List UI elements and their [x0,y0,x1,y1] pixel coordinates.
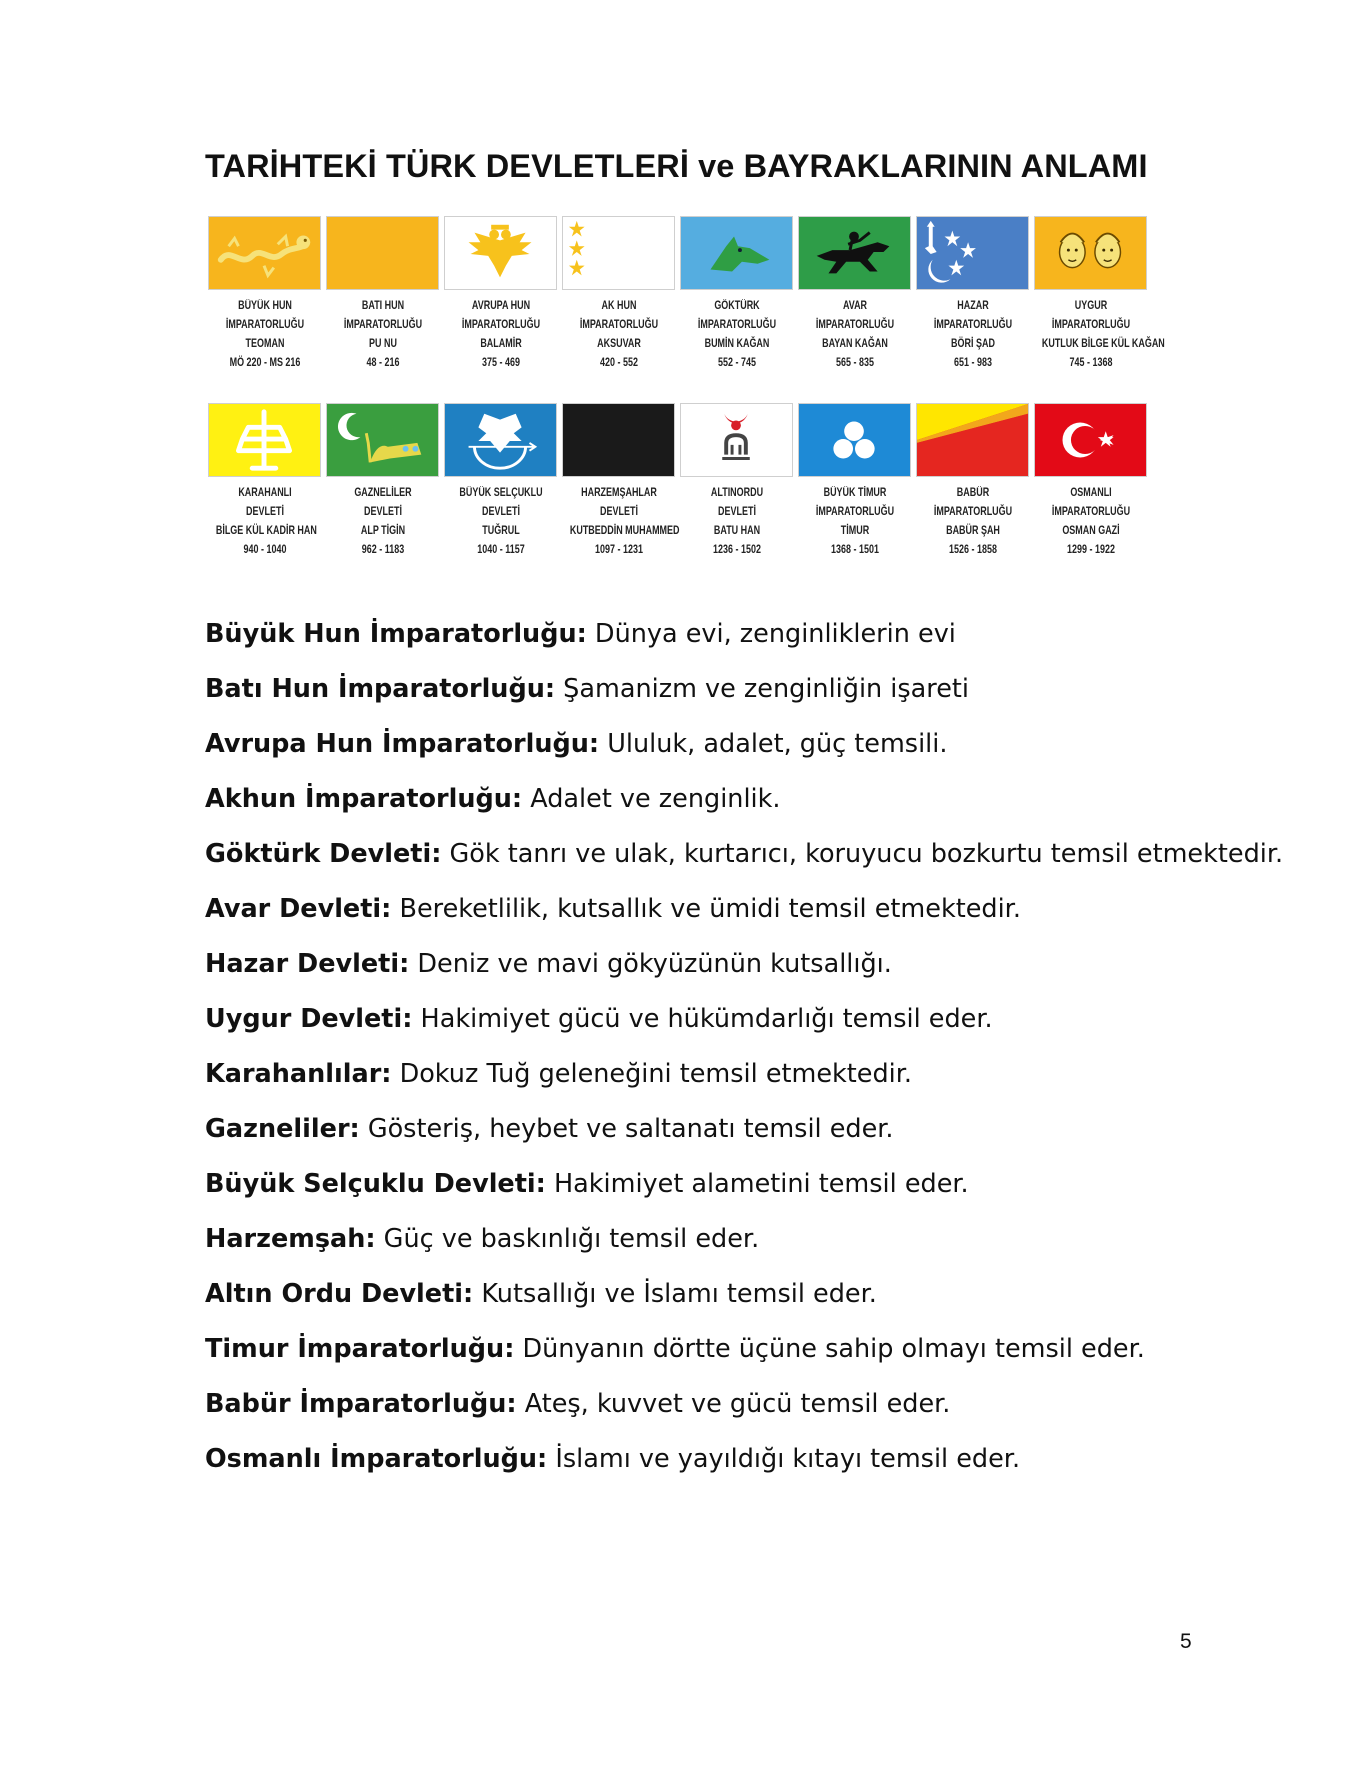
flag-caption [924,297,1022,373]
date-range: 1368 - 1501 [831,544,879,556]
state-term: Babür İmparatorluğu: [205,1389,517,1419]
yellow-triangle-icon [916,403,1029,477]
founder-name: KUTBEDDİN MUHAMMED [569,525,680,537]
state-term: Karahanlılar: [205,1059,392,1089]
state-term: Osmanlı İmparatorluğu: [205,1444,548,1474]
founder-name: PU NU [369,338,397,350]
flag-card-karahanli [208,403,322,573]
meaning-item [205,1058,1205,1113]
flag-caption [806,297,904,373]
founder-name: BATU HAN [713,525,761,537]
state-type: DEVLETİ [364,506,402,518]
flag-caption [452,297,550,373]
meaning-text: Kutsallığı ve İslamı temsil eder. [473,1279,877,1309]
flag-caption [334,297,432,373]
meaning-text: Şamanizm ve zenginliğin işareti [555,674,969,704]
date-range: 1040 - 1157 [477,544,525,556]
flag-card-bati-hun [326,216,440,386]
state-type: İMPARATORLUĞU [1051,319,1131,331]
meaning-item [205,893,1205,948]
date-range: 1097 - 1231 [595,544,643,556]
flag-card-altinordu [680,403,794,573]
flag-card-avrupa-hun [444,216,558,386]
state-name: KARAHANLI [238,487,292,499]
meaning-text: Ateş, kuvvet ve gücü temsil eder. [516,1389,951,1419]
founder-name: TEOMAN [245,338,285,350]
meaning-item [205,783,1205,838]
state-term: Uygur Devleti: [205,1004,413,1034]
meaning-text: Dokuz Tuğ geleneğini temsil etmektedir. [391,1059,913,1089]
three-circles-icon [798,403,911,477]
founder-name: BABÜR ŞAH [946,525,1000,537]
date-range: 1299 - 1922 [1067,544,1115,556]
three-stars-icon [562,216,675,290]
state-type: DEVLETİ [246,506,284,518]
founder-name: KUTLUK BİLGE KÜL KAĞAN [1041,338,1165,350]
grey-wolf-head-icon [680,216,793,290]
flag-caption [216,297,314,373]
date-range: 552 - 745 [718,357,756,369]
state-name: AK HUN [601,300,637,312]
date-range: 48 - 216 [366,357,400,369]
flag-card-harzemsahlar [562,403,680,573]
meaning-item [205,1388,1205,1443]
flag-card-buyuk-hun [208,216,322,386]
state-type: İMPARATORLUĞU [933,506,1013,518]
state-name: UYGUR [1074,300,1108,312]
meaning-text: Adalet ve zenginlik. [522,784,781,814]
state-name: ALTINORDU [710,487,764,499]
date-range: MÖ 220 - MS 216 [229,357,301,369]
meaning-item [205,618,1205,673]
flag-meanings-list [205,618,1284,1498]
founder-name: AKSUVAR [597,338,641,350]
flag-caption [334,484,432,560]
state-name: AVAR [842,300,868,312]
state-name: BÜYÜK TİMUR [823,487,887,499]
founder-name: OSMAN GAZİ [1062,525,1120,537]
meaning-item [205,1443,1205,1498]
plain-yellow-flag-icon [326,216,439,290]
flag-card-buyuk-timur [798,403,912,573]
meaning-text: Dünya evi, zenginliklerin evi [586,619,956,649]
meaning-text: Ululuk, adalet, güç temsili. [599,729,948,759]
state-term: Timur İmparatorluğu: [205,1334,515,1364]
crescent-tamga-icon [680,403,793,477]
state-term: Büyük Selçuklu Devleti: [205,1169,546,1199]
state-name: BATI HUN [361,300,405,312]
state-term: Akhun İmparatorluğu: [205,784,523,814]
crescent-and-star-icon [1034,403,1147,477]
state-type: İMPARATORLUĞU [815,319,895,331]
flag-caption [1041,297,1165,373]
date-range: 1236 - 1502 [713,544,761,556]
stars-and-tamga-icon [916,216,1029,290]
state-type: İMPARATORLUĞU [933,319,1013,331]
meaning-item [205,1168,1205,1223]
state-name: BÜYÜK SELÇUKLU [459,487,543,499]
meaning-text: Bereketlilik, kutsallık ve ümidi temsil etmektedir. [391,894,1021,924]
state-type: İMPARATORLUĞU [461,319,541,331]
flag-caption [924,484,1022,560]
state-name: BABÜR [956,487,990,499]
state-term: Göktürk Devleti: [205,839,442,869]
meaning-item [205,948,1205,1003]
flag-row [208,403,1150,573]
plain-black-flag-icon [562,403,675,477]
state-type: İMPARATORLUĞU [697,319,777,331]
meaning-item [205,1223,1205,1278]
flag-caption [570,297,668,373]
founder-name: TİMUR [840,525,870,537]
state-name: AVRUPA HUN [471,300,531,312]
golden-dragon-icon [208,216,321,290]
two-faces-icon [1034,216,1147,290]
state-name: BÜYÜK HUN [238,300,292,312]
founder-name: ALP TİGİN [360,525,406,537]
state-term: Gazneliler: [205,1114,360,1144]
state-term: Batı Hun İmparatorluğu: [205,674,556,704]
flag-card-buyuk-selcuklu [444,403,558,573]
state-type: İMPARATORLUĞU [1051,506,1131,518]
flag-caption [1042,484,1140,560]
state-term: Altın Ordu Devleti: [205,1279,474,1309]
state-type: İMPARATORLUĞU [579,319,659,331]
flag-caption [215,484,317,560]
state-name: GAZNELİLER [354,487,412,499]
state-term: Harzemşah: [205,1224,376,1254]
flag-card-gazneliler [326,403,440,573]
flag-card-ak-hun [562,216,676,386]
page-number: 5 [1180,1630,1192,1653]
flag-caption [569,484,680,560]
state-type: İMPARATORLUĞU [815,506,895,518]
date-range: 1526 - 1858 [949,544,997,556]
meaning-text: Dünyanın dörtte üçüne sahip olmayı temsil eder. [514,1334,1145,1364]
date-range: 940 - 1040 [243,544,287,556]
double-headed-eagle-icon [444,216,557,290]
state-term: Avar Devleti: [205,894,392,924]
state-name: OSMANLI [1070,487,1112,499]
date-range: 651 - 983 [954,357,992,369]
meaning-text: Hakimiyet alametini temsil eder. [545,1169,969,1199]
state-name: HAZAR [957,300,989,312]
flag-row [208,216,1165,386]
flag-card-gokturk [680,216,794,386]
meaning-item [205,1278,1205,1333]
date-range: 420 - 552 [600,357,638,369]
state-term: Büyük Hun İmparatorluğu: [205,619,587,649]
flag-card-osmanli [1034,403,1148,573]
date-range: 962 - 1183 [361,544,405,556]
state-name: GÖKTÜRK [714,300,760,312]
flag-card-uygur [1034,216,1165,386]
state-term: Avrupa Hun İmparatorluğu: [205,729,600,759]
meaning-text: Güç ve baskınlığı temsil eder. [375,1224,760,1254]
state-type: İMPARATORLUĞU [225,319,305,331]
state-type: DEVLETİ [482,506,520,518]
meaning-text: Gök tanrı ve ulak, kurtarıcı, koruyucu bozkurtu temsil etmektedir. [441,839,1284,869]
state-name: HARZEMŞAHLAR [581,487,657,499]
flag-card-hazar [916,216,1030,386]
meaning-item [205,838,1284,893]
date-range: 565 - 835 [836,357,874,369]
crescent-and-peacock-icon [326,403,439,477]
founder-name: BÖRİ ŞAD [951,338,995,350]
tug-symbol-icon [208,403,321,477]
meaning-item [205,1003,1205,1058]
flag-card-avar [798,216,912,386]
meaning-item [205,673,1205,728]
founder-name: BALAMİR [480,338,522,350]
founder-name: BAYAN KAĞAN [822,338,888,350]
eagle-bow-arrow-icon [444,403,557,477]
founder-name: TUĞRUL [482,525,520,537]
meaning-text: Hakimiyet gücü ve hükümdarlığı temsil eder. [412,1004,993,1034]
flag-caption [452,484,550,560]
horse-rider-icon [798,216,911,290]
meaning-text: İslamı ve yayıldığı kıtayı temsil eder. [547,1444,1021,1474]
flag-caption [806,484,904,560]
founder-name: BUMİN KAĞAN [704,338,770,350]
flag-caption [688,297,786,373]
state-type: İMPARATORLUĞU [343,319,423,331]
meaning-item [205,1113,1205,1168]
flag-caption [688,484,786,560]
meaning-text: Gösteriş, heybet ve saltanatı temsil eder. [359,1114,894,1144]
date-range: 375 - 469 [482,357,520,369]
state-type: DEVLETİ [718,506,756,518]
founder-name: BİLGE KÜL KADİR HAN [215,525,317,537]
meaning-item [205,1333,1205,1388]
state-type: DEVLETİ [600,506,638,518]
flag-card-babur [916,403,1030,573]
page-title: TARİHTEKİ TÜRK DEVLETLERİ ve BAYRAKLARININ ANLAMI [205,148,1148,184]
meaning-text: Deniz ve mavi gökyüzünün kutsallığı. [409,949,892,979]
date-range: 745 - 1368 [1069,357,1113,369]
state-term: Hazar Devleti: [205,949,410,979]
meaning-item [205,728,1205,783]
